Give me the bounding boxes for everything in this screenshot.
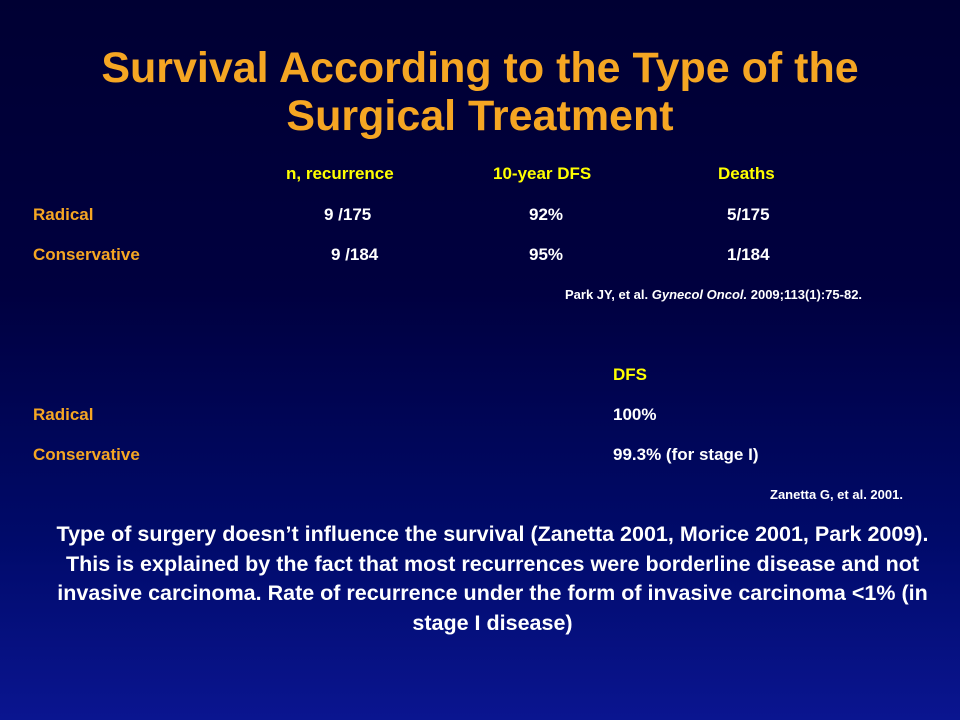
row-label-radical: Radical bbox=[33, 205, 94, 224]
header-dfs: 10-year DFS bbox=[493, 164, 592, 183]
row-label-conservative: Conservative bbox=[33, 245, 140, 264]
cell-dfs-conservative: 95% bbox=[529, 245, 564, 264]
row2-label-conservative: Conservative bbox=[33, 445, 140, 464]
header-deaths: Deaths bbox=[718, 164, 775, 183]
cell-recurrence-radical: 9 /175 bbox=[324, 205, 372, 224]
header-recurrence: n, recurrence bbox=[286, 164, 394, 183]
cell2-dfs-radical: 100% bbox=[613, 405, 657, 424]
cell-deaths-radical: 5/175 bbox=[727, 205, 770, 224]
citation-park bbox=[565, 287, 862, 303]
slide-title bbox=[0, 44, 960, 140]
header-dfs-2: DFS bbox=[613, 365, 647, 384]
cell-dfs-radical: 92% bbox=[529, 205, 564, 224]
title-line-2: Surgical Treatment bbox=[286, 92, 674, 140]
citation-park-authors: Park JY, et al. bbox=[565, 287, 649, 302]
row2-label-radical: Radical bbox=[33, 405, 94, 424]
conclusion-text: Type of surgery doesn’t influence the survival (Zanetta 2001, Morice 2001, Park 2009). This is explained by the fact that most recurrences were borderline disease and not invasive carcinoma. Rate of recurrence under the form of invasive carcinoma <1% (in stage I disease) bbox=[56, 522, 929, 635]
cell-deaths-conservative: 1/184 bbox=[727, 245, 770, 264]
cell-recurrence-conservative: 9 /184 bbox=[331, 245, 379, 264]
citation-park-details: 2009;113(1):75-82. bbox=[750, 287, 863, 302]
title-line-1: Survival According to the Type of the bbox=[101, 44, 859, 92]
cell2-dfs-conservative: 99.3% (for stage I) bbox=[613, 445, 759, 464]
citation-park-journal: Gynecol Oncol. bbox=[651, 287, 748, 302]
citation-zanetta: Zanetta G, et al. 2001. bbox=[770, 487, 903, 502]
